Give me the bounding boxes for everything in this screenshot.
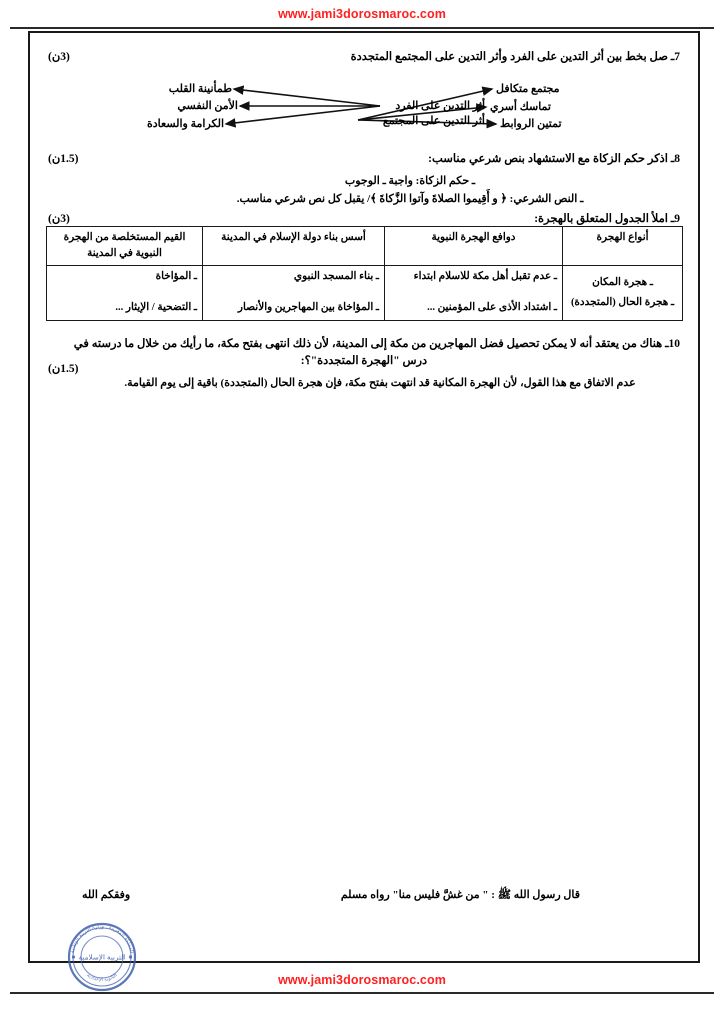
diagram-individual-effect-1: طمأنينة القلب [168,83,232,95]
table-cell-foundations-item-1: ـ بناء المسجد النبوي [293,270,379,282]
table-cell-motives-item-2: ـ اشتداد الأذى على المؤمنين ... [427,302,557,314]
svg-text:الثانوية الإعدادية: الثانوية الإعدادية [85,972,119,984]
question-7-points: (3ن) [48,51,70,63]
table-cell-foundations [203,265,385,320]
top-site-url: www.jami3dorosmaroc.com [278,7,446,21]
table-header-motives: دوافع الهجرة النبوية [385,227,563,266]
matching-diagram [28,79,700,147]
table-cell-motives-item-1: ـ عدم تقبل أهل مكة للاسلام ابتداء [413,270,557,282]
table-cell-values [47,265,203,320]
table-cell-types [563,265,683,320]
diagram-individual-effect-3: الكرامة والسعادة [147,118,224,130]
question-10-text-line-2: درس "الهجرة المتجددة"؟: [300,355,428,367]
diagram-individual-effect-2: الأمن النفسي [177,100,238,112]
question-8-answer-1: ـ حكم الزكاة: واجبة ـ الوجوب [344,175,476,187]
question-10-text-line-1: 10ـ هناك من يعتقد أنه لا يمكن تحصيل فضل المهاجرين من مكة إلى المدينة، لأن ذلك انتهى بفتح مكة، ما رأيك من خلال ما درسته في [73,338,680,350]
hijra-table [46,226,683,321]
table-cell-motives [385,265,563,320]
table-row [47,265,683,320]
svg-text:التربية الإسلامية: التربية الإسلامية [78,952,126,962]
question-9-text: 9ـ املأ الجدول المتعلق بالهجرة: [534,213,680,225]
table-header-foundations: أسس بناء دولة الإسلام في المدينة [203,227,385,266]
table-header-row [47,227,683,266]
question-10-answer: عدم الاتفاق مع هذا القول، لأن الهجرة المكانية قد انتهت بفتح مكة، فإن هجرة الحال (المتجددة) باقية إلى يوم القيامة. [124,377,636,389]
closing-blessing: وفقكم الله [82,889,131,901]
table-cell-values-item-2: ـ التضحية / الإيثار ... [115,302,197,314]
question-8-points: (1.5ن) [48,153,79,165]
table-header-types: أنواع الهجرة [563,227,683,266]
question-10-points: (1.5ن) [48,363,79,375]
bottom-divider-rule [10,992,714,994]
diagram-society-effect-2: تماسك أسري [490,101,551,113]
table-cell-values-item-1: ـ المؤاخاة [155,270,197,282]
diagram-society-effect-3: تمتين الروابط [500,118,562,130]
table-cell-foundations-item-2: ـ المؤاخاة بين المهاجرين والأنصار [237,302,379,314]
table-cell-types-item-1: ـ هجرة المكان [592,276,653,288]
question-8-text: 8ـ اذكر حكم الزكاة مع الاستشهاد بنص شرعي مناسب: [428,153,680,165]
diagram-society-effect-1: مجتمع متكافل [496,83,560,95]
question-7-text: 7ـ صل بخط بين أثر التدين على الفرد وأثر التدين على المجتمع المتجددة [350,51,680,63]
closing-hadith: قال رسول الله ﷺ : " من غشَّ فليس منا" رواه مسلم [340,889,580,901]
svg-text:المملكة المغربية ـ وزارة الترب: المملكة المغربية ـ وزارة التربية الوطنية [69,923,135,954]
diagram-center-society: أثر التدين على المجتمع [382,115,485,127]
table-cell-types-item-2: ـ هجرة الحال (المتجددة) [570,296,675,308]
diagram-center-individual: أثر التدين على الفرد [395,100,485,112]
question-8-answer-2: ـ النص الشرعي: ﴿ و أَقِيموا الصلاةَ وآتوا الزَّكاةَ ﴾/ يقبل كل نص شرعي مناسب. [236,193,584,205]
question-9-points: (3ن) [48,213,70,225]
table-header-values: القيم المستخلصة من الهجرة النبوية في المدينة [47,227,203,266]
top-divider-rule [10,27,714,29]
bottom-site-url: www.jami3dorosmaroc.com [278,973,446,987]
